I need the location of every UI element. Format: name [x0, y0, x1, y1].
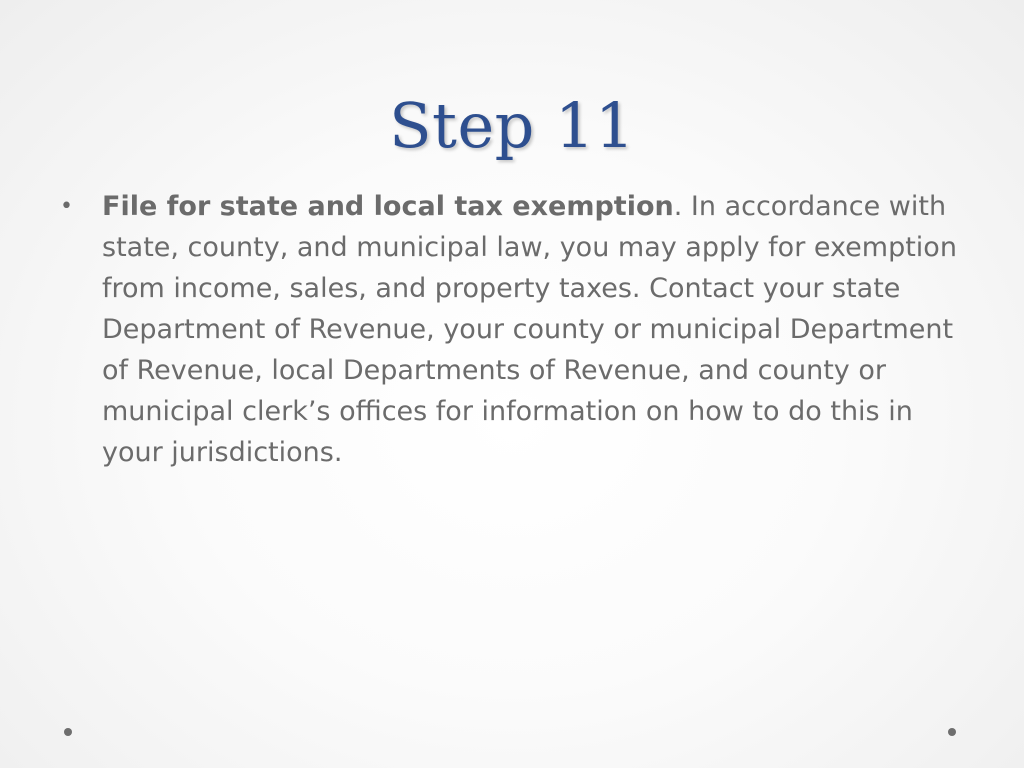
- bullet-body-text: In accordance with state, county, and municipal law, you may apply for exemption from income, sales, and property taxes. Contact your state Department of Revenue, your county or municipal Department of Revenue, local Departments of Revenue, and county or municipal clerk’s offices for information on how to do this in your jurisdictions.: [102, 191, 957, 468]
- slide-title: Step 11: [389, 89, 635, 162]
- corner-dot-bottom-left-icon: [64, 728, 72, 736]
- bullet-lead-text: File for state and local tax exemption: [102, 191, 674, 222]
- slide-content: [60, 186, 965, 473]
- corner-dot-bottom-right-icon: [948, 728, 956, 736]
- bullet-icon: •: [60, 194, 73, 219]
- bullet-item: [60, 186, 965, 473]
- bullet-lead-punctuation: .: [673, 191, 683, 222]
